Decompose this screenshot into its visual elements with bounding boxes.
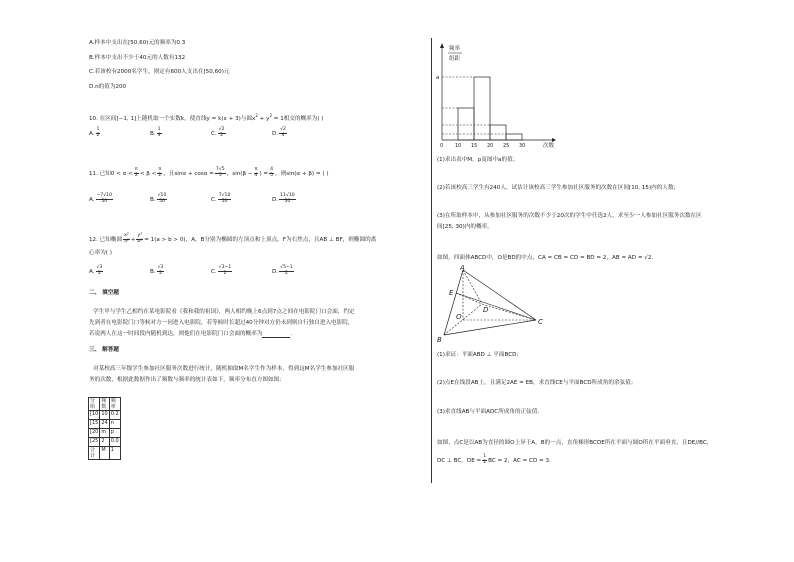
histogram-ylabel-bottom: 组距: [449, 56, 461, 62]
answer-blank: [262, 332, 290, 338]
table-cell: [15: [89, 420, 100, 429]
table-row: [89, 420, 121, 429]
histogram-bar: [490, 125, 506, 140]
edge-ab: [444, 270, 463, 335]
histogram-bar: [506, 134, 522, 140]
vertex-label-d: D: [483, 306, 489, 314]
table-cell: M: [100, 447, 109, 460]
line-ec: [456, 293, 536, 320]
histogram-ylabel-top: 频率: [449, 46, 461, 52]
section-solution-heading: 三、 解答题: [89, 347, 119, 353]
vertex-label-a: A: [460, 264, 465, 272]
tetra-question: 如图，四面体ABCD中，O是BD的中点，CA = CB = CD = BD = 2，AB = AD = √2.: [437, 255, 654, 261]
histogram-x-tick: 25: [503, 143, 510, 149]
histogram-x-tick: 20: [487, 143, 494, 149]
q12-stem-line2: 心率为( ): [89, 250, 112, 256]
table-cell: 24: [100, 420, 109, 429]
histogram-x-tick: 0: [440, 143, 444, 149]
q12-stem: 12. 已知椭圆 $\frac{\text{x²}}{\text{a²}}$ + $\frac{\text{y²}}{\text{b²}}$ = 1(a > b > 0)，A，B分别为椭圆的左顶点和上顶点，F为右焦点，且AB ⊥ BF，则椭圆的离: [89, 233, 377, 244]
table-cell: [10: [89, 411, 100, 420]
table-cell: [25: [89, 438, 100, 447]
histogram-x-tick: 15: [471, 143, 478, 149]
tetrahedron-figure: [436, 262, 556, 344]
q12-option-c: C. $\frac{√3-1}{2}$: [211, 265, 232, 276]
table-cell: p: [109, 429, 120, 438]
q11-option-a: A. $\frac{-7√10}{50}$: [89, 193, 113, 204]
point-label-o: O: [456, 313, 462, 321]
table-cell: [20: [89, 429, 100, 438]
q13-line1: 学生甲与学生乙相约在某电影院看《我和我的祖国》，两人相约晚上6点到7点之间在电影院门口会面，约定: [93, 309, 355, 315]
q11-option-d: D. $\frac{11√10}{50}$: [272, 193, 295, 204]
stat-subq-2: (2)若该校高三学生有240人，试估计该校高三学生参加社区服务的次数在区间[10, 15)内的人数；: [437, 185, 680, 191]
table-cell: 0.0: [109, 438, 120, 447]
histogram-bar: [458, 108, 474, 140]
q12-option-a: A. $\frac{√3}{2}$: [89, 265, 103, 276]
table-cell: 2: [100, 438, 109, 447]
q10-option-d: D. $\frac{√2}{4}$: [272, 127, 286, 138]
q9-option-c: C.若该校有2000名学生，则定有600人支出在[50,60)元: [89, 69, 230, 75]
q13-line2: 先到者在电影院门口等候对方一同进入电影院，若等候时长超过40分钟对方仍未到则自行独自进入电影院，: [89, 320, 354, 326]
q11-option-c: C. $\frac{7√10}{50}$: [211, 193, 231, 204]
y-axis-arrow-icon: [440, 43, 444, 48]
table-row: [89, 438, 121, 447]
table-header-cell: 频 数: [100, 398, 109, 411]
table-cell: 1: [109, 447, 120, 460]
section-fill-blank-heading: 二、 填空题: [89, 290, 119, 296]
stat-question-line2: 务的次数，根据此数据作出了频数与频率的统计表如下，频率分布直方图如图：: [89, 377, 285, 383]
table-cell: n: [109, 420, 120, 429]
table-header-cell: 频 率: [109, 398, 120, 411]
q9-option-d: D.n的值为200: [89, 84, 127, 90]
histogram-bar: [474, 77, 490, 140]
q10-option-a: A. $\frac{1}{2}$: [89, 127, 100, 138]
table-cell: 10: [100, 411, 109, 420]
vertex-label-b: B: [437, 336, 442, 344]
circle-question-line1: 如图，点C是以AB为直径的圆O上异于A，B的一点，直角梯形BCDE所在平面与圆O所在平面垂直，且DE//BC，: [437, 440, 713, 446]
edge-dc: [482, 304, 536, 320]
tetra-subq-1: (1)求证：平面ABD ⊥ 平面BCD；: [437, 352, 523, 358]
q12-option-b: B. $\frac{√3}{2}$: [150, 265, 164, 276]
point-label-e: E: [449, 289, 454, 297]
q12-option-d: D. $\frac{√5-1}{2}$: [272, 265, 293, 276]
table-cell: 0.2: [109, 411, 120, 420]
table-row: [89, 411, 121, 420]
histogram-xlabel: 次数: [543, 143, 555, 149]
tetra-subq-3: (3)求直线AB与平面ADC所成角的正弦值.: [437, 409, 540, 415]
histogram-y-tick: a: [436, 75, 440, 81]
line-ed: [456, 293, 482, 304]
q10-option-b: B. $\frac{1}{4}$: [150, 127, 161, 138]
stat-subq-3-line2: 间[25, 30)内的概率。: [437, 224, 493, 230]
table-row: [89, 429, 121, 438]
vertex-label-c: C: [538, 318, 543, 326]
q10-option-c: C. $\frac{√2}{2}$: [211, 127, 225, 138]
frequency-histogram: [432, 40, 562, 150]
table-cell: 合 计: [89, 447, 100, 460]
q11-stem: 11. 已知0 < α < $\frac{\pi}{2}$ < β < $\frac{\pi}{2}$ ，且sinα + cosα = $\frac{7√5}{5}$ ，sin(β − $\frac{\pi}{4}$ ) = $\frac{4}{5}$ ，则sin(α + β) = ( ): [89, 167, 329, 178]
table-header-cell: 分 组: [89, 398, 100, 411]
q9-option-a: A.样本中支出在[50,60)元的频率为0.3: [89, 40, 186, 46]
x-axis-arrow-icon: [552, 138, 556, 142]
tetra-subq-2: (2)点E在线段AB上，且满足2AE = EB，求直线CE与平面BCD所成角的余弦值；: [437, 380, 637, 386]
stat-subq-3-line1: (3)在所取样本中，从参加社区服务的次数不少于20次的学生中任选2人，求至少一人参加社区服务次数在区: [437, 213, 702, 219]
q10-stem: 10. 在区间[−1, 1]上随机取一个实数k，使直线y = k(x + 3)与圆$x^2 + y^2 = 1$相交的概率为( ): [89, 113, 324, 122]
table-row: [89, 447, 121, 460]
frequency-table: [88, 397, 121, 460]
table-header-row: [89, 398, 121, 411]
stat-question-line1: 对某校高三年级学生参加社区服务次数进行统计，随机抽取M名学生作为样本，得到这M名学生参加社区服: [93, 366, 355, 372]
histogram-x-tick: 30: [519, 143, 526, 149]
edge-bc: [444, 320, 536, 335]
circle-question-line2: DC ⊥ BC，DE = $\frac{1}{2}$ BC = 2，AC = CD = 3.: [437, 454, 551, 465]
q9-option-b: B.样本中支出不少于40元的人数有132: [89, 55, 186, 61]
q11-option-b: B. $\frac{√10}{50}$: [150, 193, 167, 204]
table-cell: m: [100, 429, 109, 438]
stat-subq-1: (1)求出表中M，p及图中a的值；: [437, 157, 519, 163]
q13-line3: 若说两人在这一时间段内随机到达，则他们在电影院门口会面的概率为 ．: [89, 331, 297, 337]
histogram-x-tick: 10: [455, 143, 462, 149]
edge-ac: [463, 270, 536, 320]
edge-ad: [463, 270, 482, 304]
